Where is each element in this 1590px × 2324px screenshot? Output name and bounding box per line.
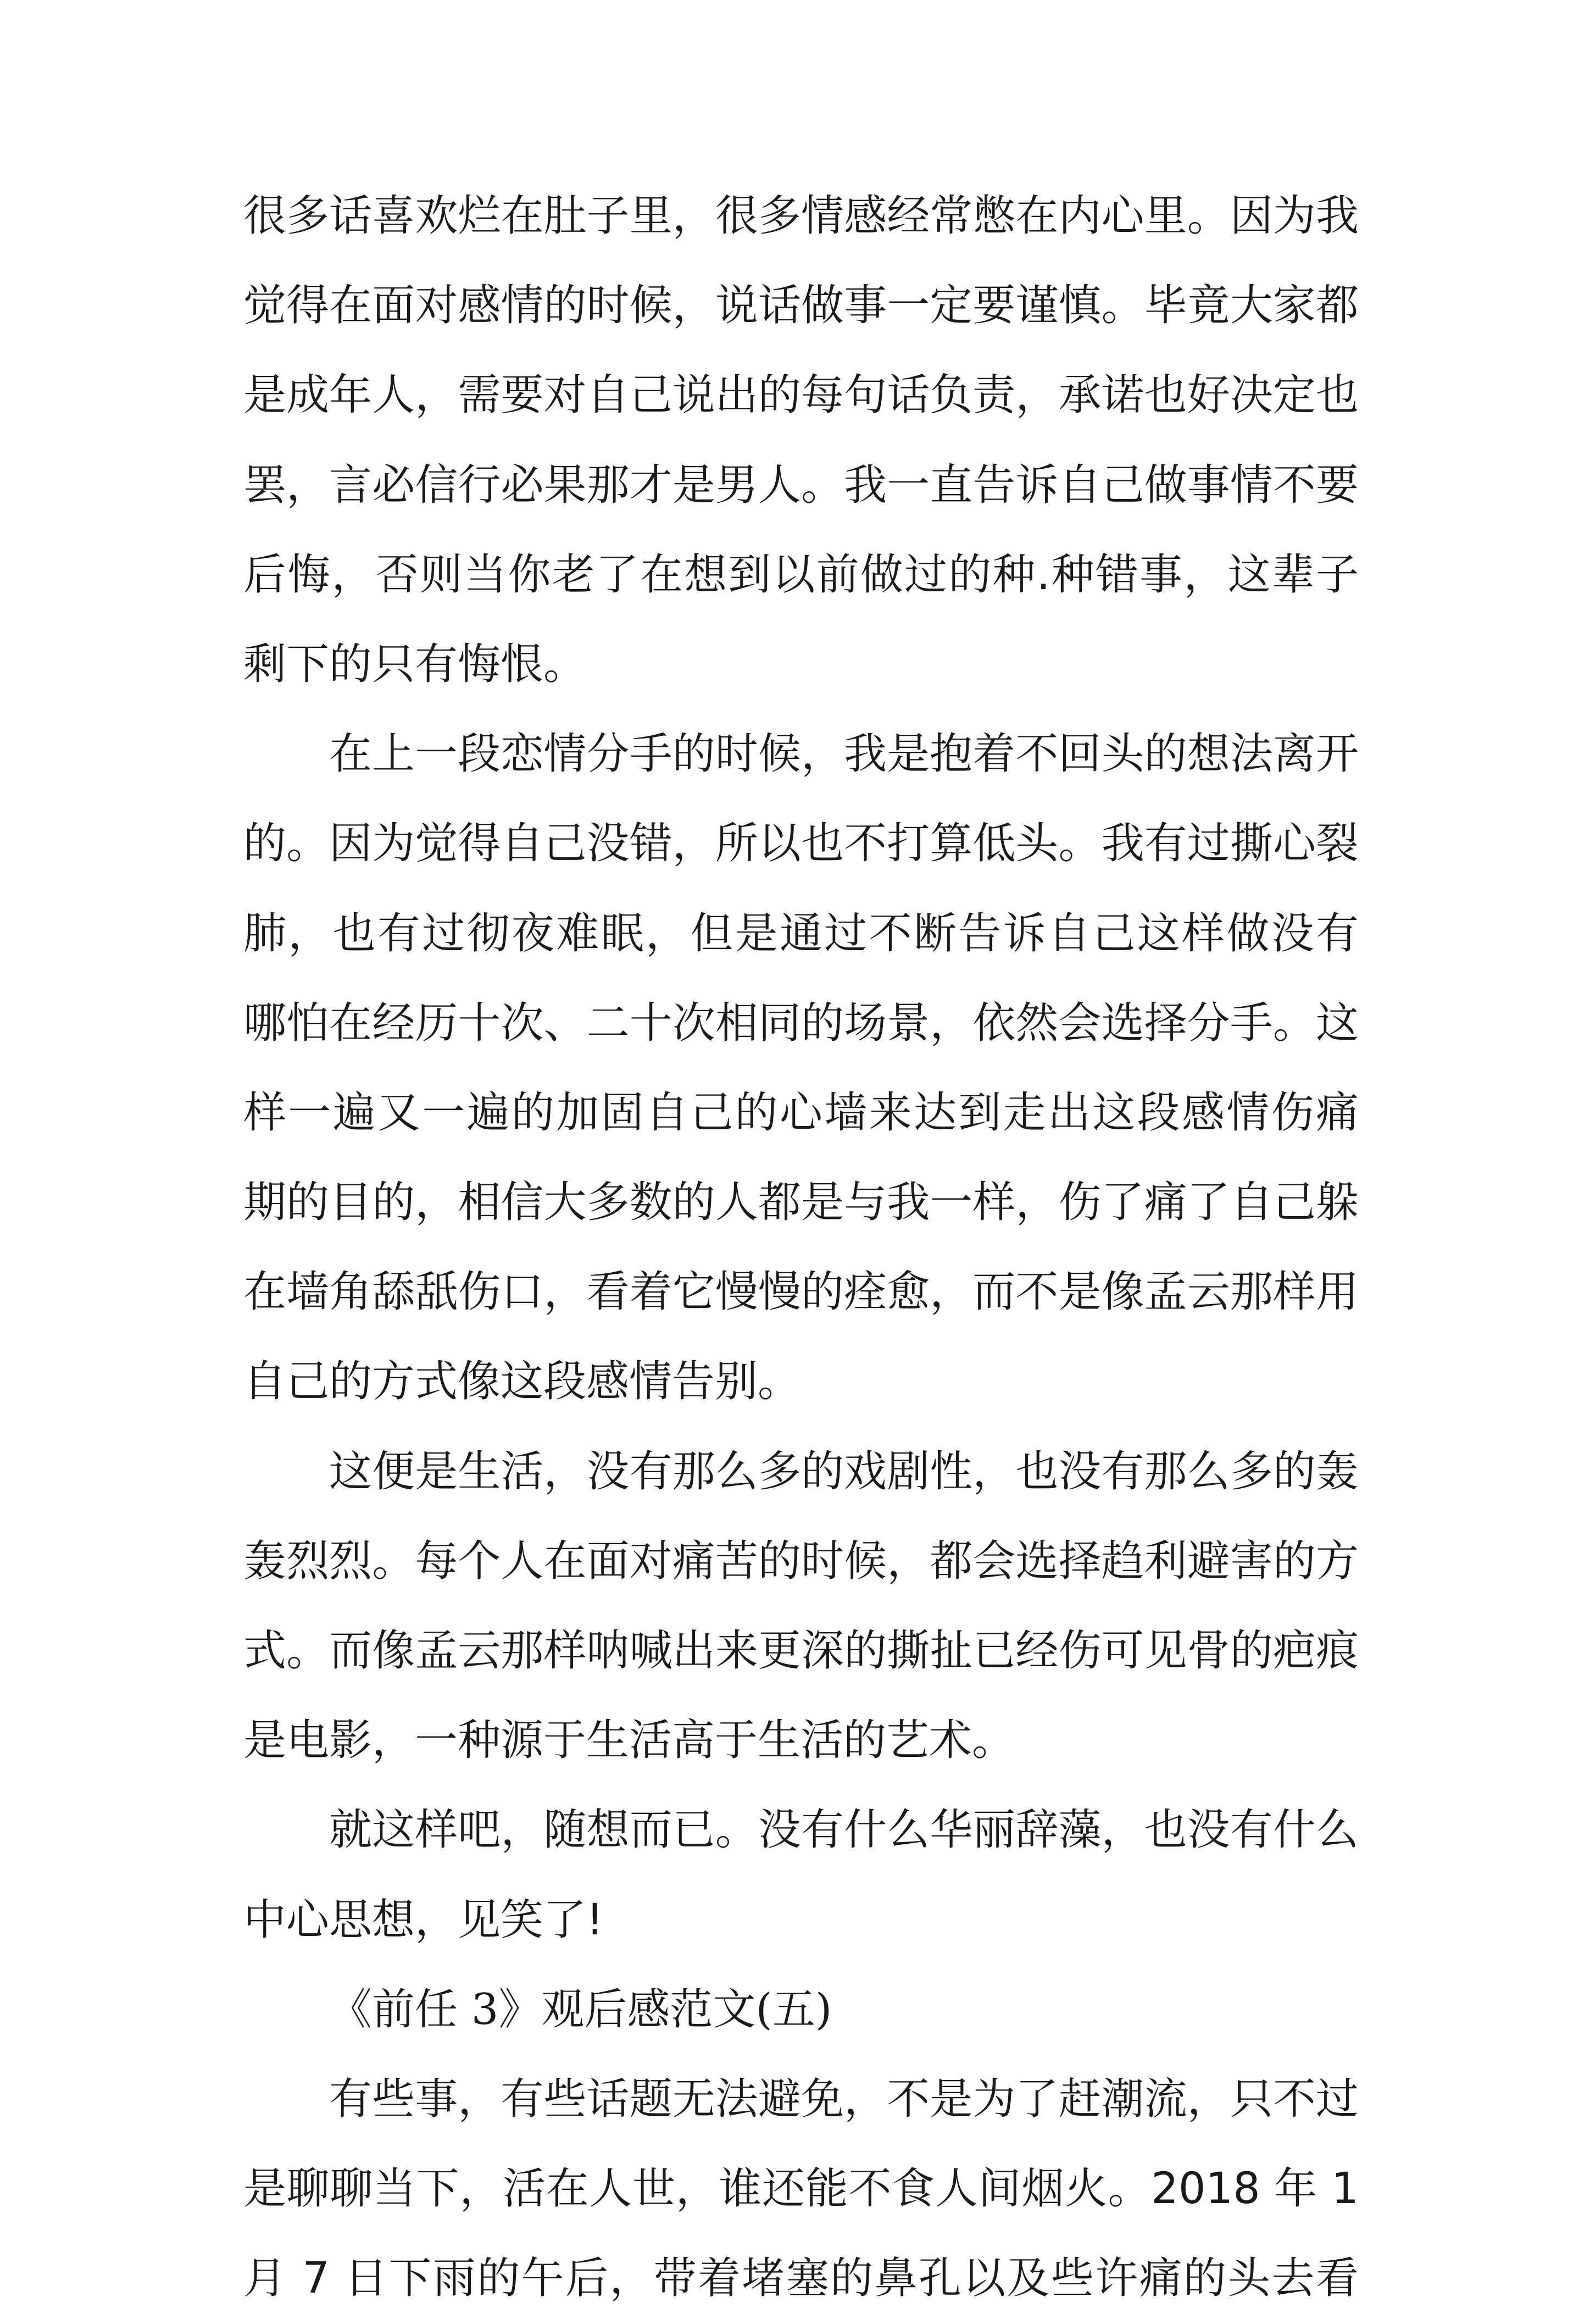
text-line: 剩下的只有悔恨。 bbox=[243, 639, 587, 689]
text-line: 式。而像孟云那样呐喊出来更深的撕扯已经伤可见骨的疤痕 bbox=[243, 1626, 1359, 1676]
text-line: 是聊聊当下，活在人世，谁还能不食人间烟火。2018 年 1 bbox=[243, 2164, 1359, 2214]
text-line: 很多话喜欢烂在肚子里，很多情感经常憋在内心里。因为我 bbox=[243, 191, 1359, 241]
text-line: 样一遍又一遍的加固自己的心墙来达到走出这段感情伤痛 bbox=[243, 1088, 1359, 1138]
text-line: 轰烈烈。每个人在面对痛苦的时候，都会选择趋利避害的方 bbox=[243, 1536, 1359, 1586]
text-line: 罢，言必信行必果那才是男人。我一直告诉自己做事情不要 bbox=[243, 460, 1359, 510]
text-line: 后悔，否则当你老了在想到以前做过的种.种错事，这辈子 bbox=[243, 550, 1359, 600]
paragraph-first-line: 这便是生活，没有那么多的戏剧性，也没有那么多的轰 bbox=[329, 1446, 1359, 1496]
text-line: 月 7 日下雨的午后，带着堵塞的鼻孔以及些许痛的头去看 bbox=[243, 2254, 1359, 2304]
text-line: 哪怕在经历十次、二十次相同的场景，依然会选择分手。这 bbox=[243, 998, 1359, 1048]
document-body bbox=[243, 171, 1359, 2324]
paragraph-first-line: 有些事，有些话题无法避免，不是为了赶潮流，只不过 bbox=[329, 2074, 1359, 2124]
text-line: 肺，也有过彻夜难眠，但是通过不断告诉自己这样做没有 bbox=[243, 908, 1359, 958]
text-line: 的。因为觉得自己没错，所以也不打算低头。我有过撕心裂 bbox=[243, 819, 1359, 869]
paragraph-first-line: 就这样吧，随想而已。没有什么华丽辞藻，也没有什么 bbox=[329, 1805, 1359, 1855]
text-line: 觉得在面对感情的时候，说话做事一定要谨慎。毕竟大家都 bbox=[243, 281, 1359, 331]
section-title: 《前任 3》观后感范文(五) bbox=[329, 1984, 832, 2034]
text-line: 在墙角舔舐伤口，看着它慢慢的痊愈，而不是像孟云那样用 bbox=[243, 1267, 1359, 1317]
text-line: 是电影，一种源于生活高于生活的艺术。 bbox=[243, 1716, 1015, 1766]
text-line: 期的目的，相信大多数的人都是与我一样，伤了痛了自己躲 bbox=[243, 1178, 1359, 1228]
text-line: 自己的方式像这段感情告别。 bbox=[243, 1357, 801, 1407]
text-line: 是成年人，需要对自己说出的每句话负责，承诺也好决定也 bbox=[243, 370, 1359, 420]
paragraph-first-line: 在上一段恋情分手的时候，我是抱着不回头的想法离开 bbox=[329, 729, 1359, 779]
text-line: 中心思想，见笑了! bbox=[243, 1895, 604, 1945]
